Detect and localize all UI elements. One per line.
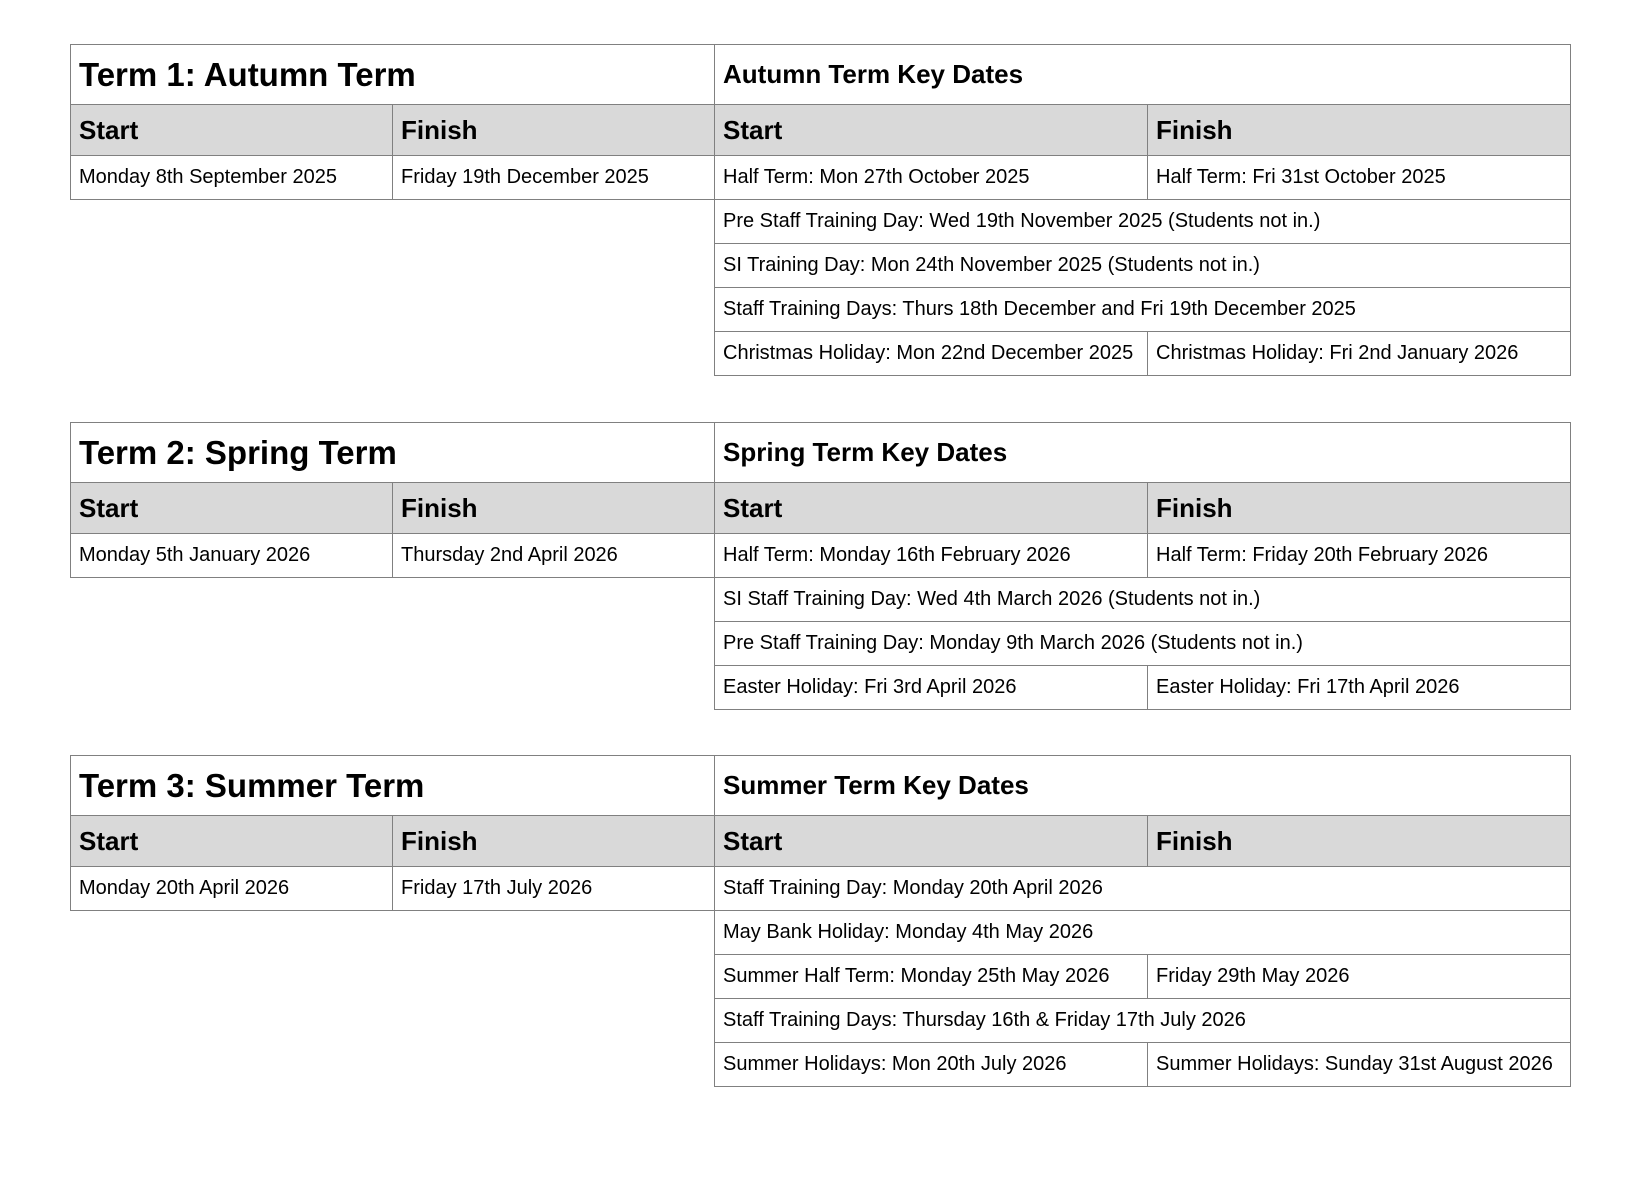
term-2-key-date-4-finish: Easter Holiday: Fri 17th April 2026 xyxy=(1147,665,1571,710)
term-2-key-date-2: SI Staff Training Day: Wed 4th March 2026 (Students not in.) xyxy=(714,577,1571,622)
term-1-key-date-2: Pre Staff Training Day: Wed 19th November 2025 (Students not in.) xyxy=(714,199,1571,244)
term-1-start-header: Start xyxy=(70,104,393,156)
term-3-title: Term 3: Summer Term xyxy=(70,755,715,816)
term-2-finish-header: Finish xyxy=(392,482,715,534)
term-3-key-date-5-finish: Summer Holidays: Sunday 31st August 2026 xyxy=(1147,1042,1571,1087)
term-1-start-date: Monday 8th September 2025 xyxy=(70,155,393,200)
term-1-finish-header: Finish xyxy=(392,104,715,156)
term-2-key-date-3: Pre Staff Training Day: Monday 9th March 2026 (Students not in.) xyxy=(714,621,1571,666)
term-3-key-date-2: May Bank Holiday: Monday 4th May 2026 xyxy=(714,910,1571,955)
term-3-key-date-3-finish: Friday 29th May 2026 xyxy=(1147,954,1571,999)
term-3-key-date-5-start: Summer Holidays: Mon 20th July 2026 xyxy=(714,1042,1148,1087)
term-1-key-finish-header: Finish xyxy=(1147,104,1571,156)
term-3-key-start-header: Start xyxy=(714,815,1148,867)
term-3-key-finish-header: Finish xyxy=(1147,815,1571,867)
term-1-finish-date: Friday 19th December 2025 xyxy=(392,155,715,200)
term-1-key-date-4: Staff Training Days: Thurs 18th December and Fri 19th December 2025 xyxy=(714,287,1571,332)
term-2-key-date-1-start: Half Term: Monday 16th February 2026 xyxy=(714,533,1148,578)
term-3-key-date-1: Staff Training Day: Monday 20th April 2026 xyxy=(714,866,1571,911)
term-2-key-date-4-start: Easter Holiday: Fri 3rd April 2026 xyxy=(714,665,1148,710)
term-3-key-date-4: Staff Training Days: Thursday 16th & Friday 17th July 2026 xyxy=(714,998,1571,1043)
term-3-finish-header: Finish xyxy=(392,815,715,867)
term-1-key-date-5-finish: Christmas Holiday: Fri 2nd January 2026 xyxy=(1147,331,1571,376)
term-2-title: Term 2: Spring Term xyxy=(70,422,715,483)
term-1-key-date-1-start: Half Term: Mon 27th October 2025 xyxy=(714,155,1148,200)
term-3-key-dates-title: Summer Term Key Dates xyxy=(714,755,1571,816)
term-2-key-dates-title: Spring Term Key Dates xyxy=(714,422,1571,483)
term-2-start-date: Monday 5th January 2026 xyxy=(70,533,393,578)
term-2-key-finish-header: Finish xyxy=(1147,482,1571,534)
term-1-key-date-1-finish: Half Term: Fri 31st October 2025 xyxy=(1147,155,1571,200)
term-1-title: Term 1: Autumn Term xyxy=(70,44,715,105)
term-1-key-date-3: SI Training Day: Mon 24th November 2025 (Students not in.) xyxy=(714,243,1571,288)
term-1-key-start-header: Start xyxy=(714,104,1148,156)
term-1-key-date-5-start: Christmas Holiday: Mon 22nd December 2025 xyxy=(714,331,1148,376)
term-2-key-start-header: Start xyxy=(714,482,1148,534)
term-3-start-date: Monday 20th April 2026 xyxy=(70,866,393,911)
term-2-key-date-1-finish: Half Term: Friday 20th February 2026 xyxy=(1147,533,1571,578)
term-3-finish-date: Friday 17th July 2026 xyxy=(392,866,715,911)
term-1-key-dates-title: Autumn Term Key Dates xyxy=(714,44,1571,105)
term-2-finish-date: Thursday 2nd April 2026 xyxy=(392,533,715,578)
term-2-start-header: Start xyxy=(70,482,393,534)
term-3-start-header: Start xyxy=(70,815,393,867)
term-3-key-date-3-start: Summer Half Term: Monday 25th May 2026 xyxy=(714,954,1148,999)
term-1-section xyxy=(70,44,1571,444)
term-3-section xyxy=(70,755,1571,1155)
